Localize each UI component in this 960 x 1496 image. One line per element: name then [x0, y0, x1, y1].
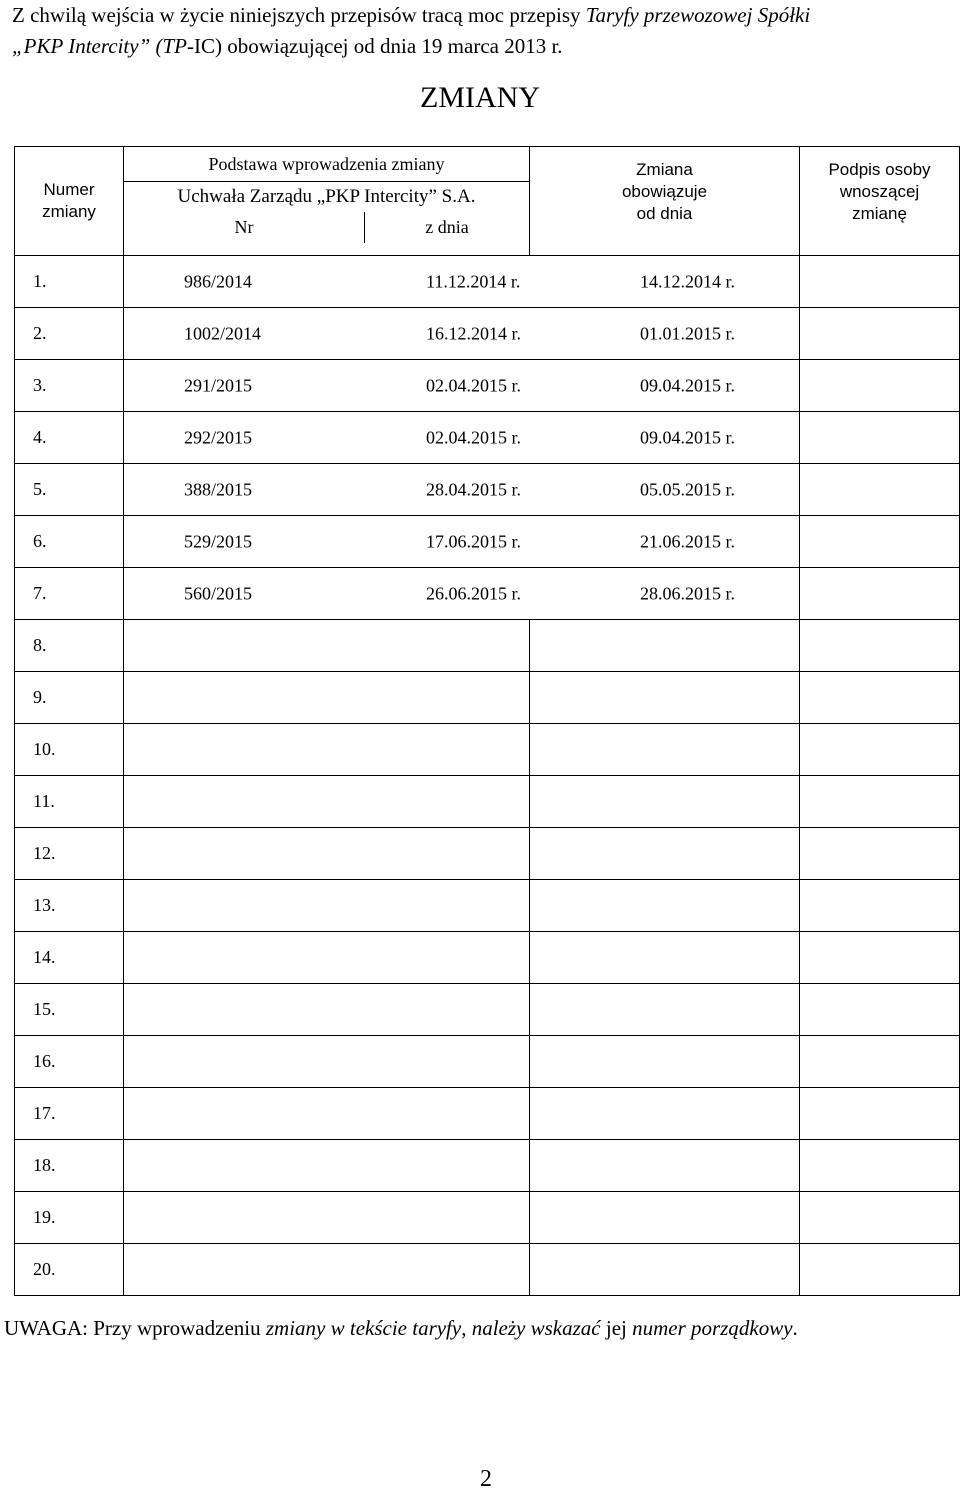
intro-line-1: [12, 0, 952, 31]
row-number: 9.: [15, 672, 124, 724]
table-row: [15, 724, 960, 776]
intro-tariff-name: Taryfy przewozowej Spółki: [585, 3, 811, 27]
row-number: 16.: [15, 1036, 124, 1088]
row-signature: [800, 828, 960, 880]
row-signature: [800, 464, 960, 516]
row-signature: [800, 776, 960, 828]
row-number: 8.: [15, 620, 124, 672]
effective-date: 09.04.2015 r.: [640, 427, 736, 447]
resolution-number: 291/2015: [184, 375, 253, 395]
header-basis-subtitle: Uchwała Zarządu „PKP Intercity” S.A.: [177, 186, 476, 207]
resolution-date: 26.06.2015 r.: [426, 583, 522, 603]
resolution-date: 02.04.2015 r.: [426, 427, 522, 447]
row-basis-empty: [124, 672, 530, 724]
row-number: 15.: [15, 984, 124, 1036]
effective-date: 28.06.2015 r.: [640, 583, 736, 603]
row-effective-empty: [530, 880, 800, 932]
row-basis-empty: [124, 984, 530, 1036]
row-effective-empty: [530, 984, 800, 1036]
table-row: [15, 984, 960, 1036]
table-row: [15, 1192, 960, 1244]
row-effective-empty: [530, 1140, 800, 1192]
resolution-date: 02.04.2015 r.: [426, 375, 522, 395]
resolution-number: 1002/2014: [184, 323, 262, 343]
row-entry: [124, 256, 800, 308]
table-row: [15, 1036, 960, 1088]
row-entry: [124, 516, 800, 568]
row-basis-empty: [124, 1088, 530, 1140]
row-entry: [124, 308, 800, 360]
row-number: 3.: [15, 360, 124, 412]
row-number: 17.: [15, 1088, 124, 1140]
row-signature: [800, 724, 960, 776]
header-nr: Nr: [124, 212, 365, 243]
row-number: 20.: [15, 1244, 124, 1296]
table-row: [15, 360, 960, 412]
row-signature: [800, 516, 960, 568]
resolution-date: 11.12.2014 r.: [426, 271, 521, 291]
effective-date: 09.04.2015 r.: [640, 375, 736, 395]
row-entry: [124, 464, 800, 516]
table-row: [15, 672, 960, 724]
row-signature: [800, 672, 960, 724]
row-basis-empty: [124, 724, 530, 776]
table-row: [15, 1088, 960, 1140]
resolution-date: 16.12.2014 r.: [426, 323, 522, 343]
resolution-number: 560/2015: [184, 583, 253, 603]
row-signature: [800, 360, 960, 412]
row-basis-empty: [124, 620, 530, 672]
table-row: [15, 464, 960, 516]
resolution-number: 529/2015: [184, 531, 253, 551]
intro-text: Z chwilą wejścia w życie niniejszych przepisów tracą moc przepisy: [12, 3, 586, 27]
table-row: [15, 1244, 960, 1296]
table-row: [15, 776, 960, 828]
row-signature: [800, 1140, 960, 1192]
effective-date: 21.06.2015 r.: [640, 531, 736, 551]
row-number: 11.: [15, 776, 124, 828]
row-entry: [124, 360, 800, 412]
row-signature: [800, 1036, 960, 1088]
intro-text-2: -IC) obowiązującej od dnia 19 marca 2013 r.: [187, 34, 563, 58]
intro-company-name: „PKP Intercity” (TP: [12, 34, 187, 58]
row-signature: [800, 932, 960, 984]
table-row: [15, 308, 960, 360]
effective-date: 05.05.2015 r.: [640, 479, 736, 499]
row-effective-empty: [530, 724, 800, 776]
row-signature: [800, 412, 960, 464]
table-row: [15, 1140, 960, 1192]
row-basis-empty: [124, 1244, 530, 1296]
resolution-date: 28.04.2015 r.: [426, 479, 522, 499]
intro-line-2: [12, 31, 952, 62]
row-basis-empty: [124, 880, 530, 932]
table-row: [15, 568, 960, 620]
header-from-date: z dnia: [425, 217, 469, 237]
header-effective: Zmiana obowiązuje od dnia: [530, 147, 800, 256]
table-row: [15, 620, 960, 672]
effective-date: 01.01.2015 r.: [640, 323, 736, 343]
row-signature: [800, 568, 960, 620]
header-basis-title: Podstawa wprowadzenia zmiany: [124, 147, 529, 182]
row-number: 18.: [15, 1140, 124, 1192]
row-entry: [124, 412, 800, 464]
row-signature: [800, 984, 960, 1036]
row-effective-empty: [530, 672, 800, 724]
row-effective-empty: [530, 776, 800, 828]
resolution-date: 17.06.2015 r.: [426, 531, 522, 551]
row-number: 6.: [15, 516, 124, 568]
effective-date: 14.12.2014 r.: [640, 271, 736, 291]
intro-paragraph: [12, 0, 952, 62]
row-number: 19.: [15, 1192, 124, 1244]
table-row: [15, 932, 960, 984]
row-effective-empty: [530, 620, 800, 672]
row-basis-empty: [124, 1140, 530, 1192]
table-row: [15, 880, 960, 932]
row-effective-empty: [530, 1192, 800, 1244]
row-number: 13.: [15, 880, 124, 932]
row-number: 4.: [15, 412, 124, 464]
row-effective-empty: [530, 1088, 800, 1140]
row-number: 7.: [15, 568, 124, 620]
row-basis-empty: [124, 1036, 530, 1088]
table-row: [15, 828, 960, 880]
row-signature: [800, 256, 960, 308]
row-basis-empty: [124, 828, 530, 880]
row-entry: [124, 568, 800, 620]
row-signature: [800, 308, 960, 360]
table-header-row: [15, 147, 960, 256]
header-basis: [124, 147, 530, 256]
changes-table: [14, 146, 960, 1296]
resolution-number: 986/2014: [184, 271, 253, 291]
row-number: 5.: [15, 464, 124, 516]
row-effective-empty: [530, 1036, 800, 1088]
note-text: UWAGA: Przy wprowadzeniu zmiany w tekście taryfy, należy wskazać jej numer porządkowy.: [4, 1316, 798, 1340]
page-heading: ZMIANY: [420, 81, 540, 114]
table-row: [15, 412, 960, 464]
row-basis-empty: [124, 932, 530, 984]
row-number: 2.: [15, 308, 124, 360]
row-signature: [800, 1192, 960, 1244]
row-effective-empty: [530, 1244, 800, 1296]
header-number: Numer zmiany: [15, 147, 124, 256]
page-number: 2: [480, 1466, 492, 1492]
table-row: [15, 256, 960, 308]
row-number: 12.: [15, 828, 124, 880]
resolution-number: 388/2015: [184, 479, 253, 499]
row-signature: [800, 620, 960, 672]
row-effective-empty: [530, 932, 800, 984]
row-basis-empty: [124, 1192, 530, 1244]
table-row: [15, 516, 960, 568]
row-effective-empty: [530, 828, 800, 880]
row-basis-empty: [124, 776, 530, 828]
row-signature: [800, 880, 960, 932]
row-signature: [800, 1088, 960, 1140]
row-signature: [800, 1244, 960, 1296]
row-number: 1.: [15, 256, 124, 308]
header-signature: Podpis osoby wnoszącej zmianę: [800, 147, 960, 256]
row-number: 14.: [15, 932, 124, 984]
row-number: 10.: [15, 724, 124, 776]
resolution-number: 292/2015: [184, 427, 253, 447]
